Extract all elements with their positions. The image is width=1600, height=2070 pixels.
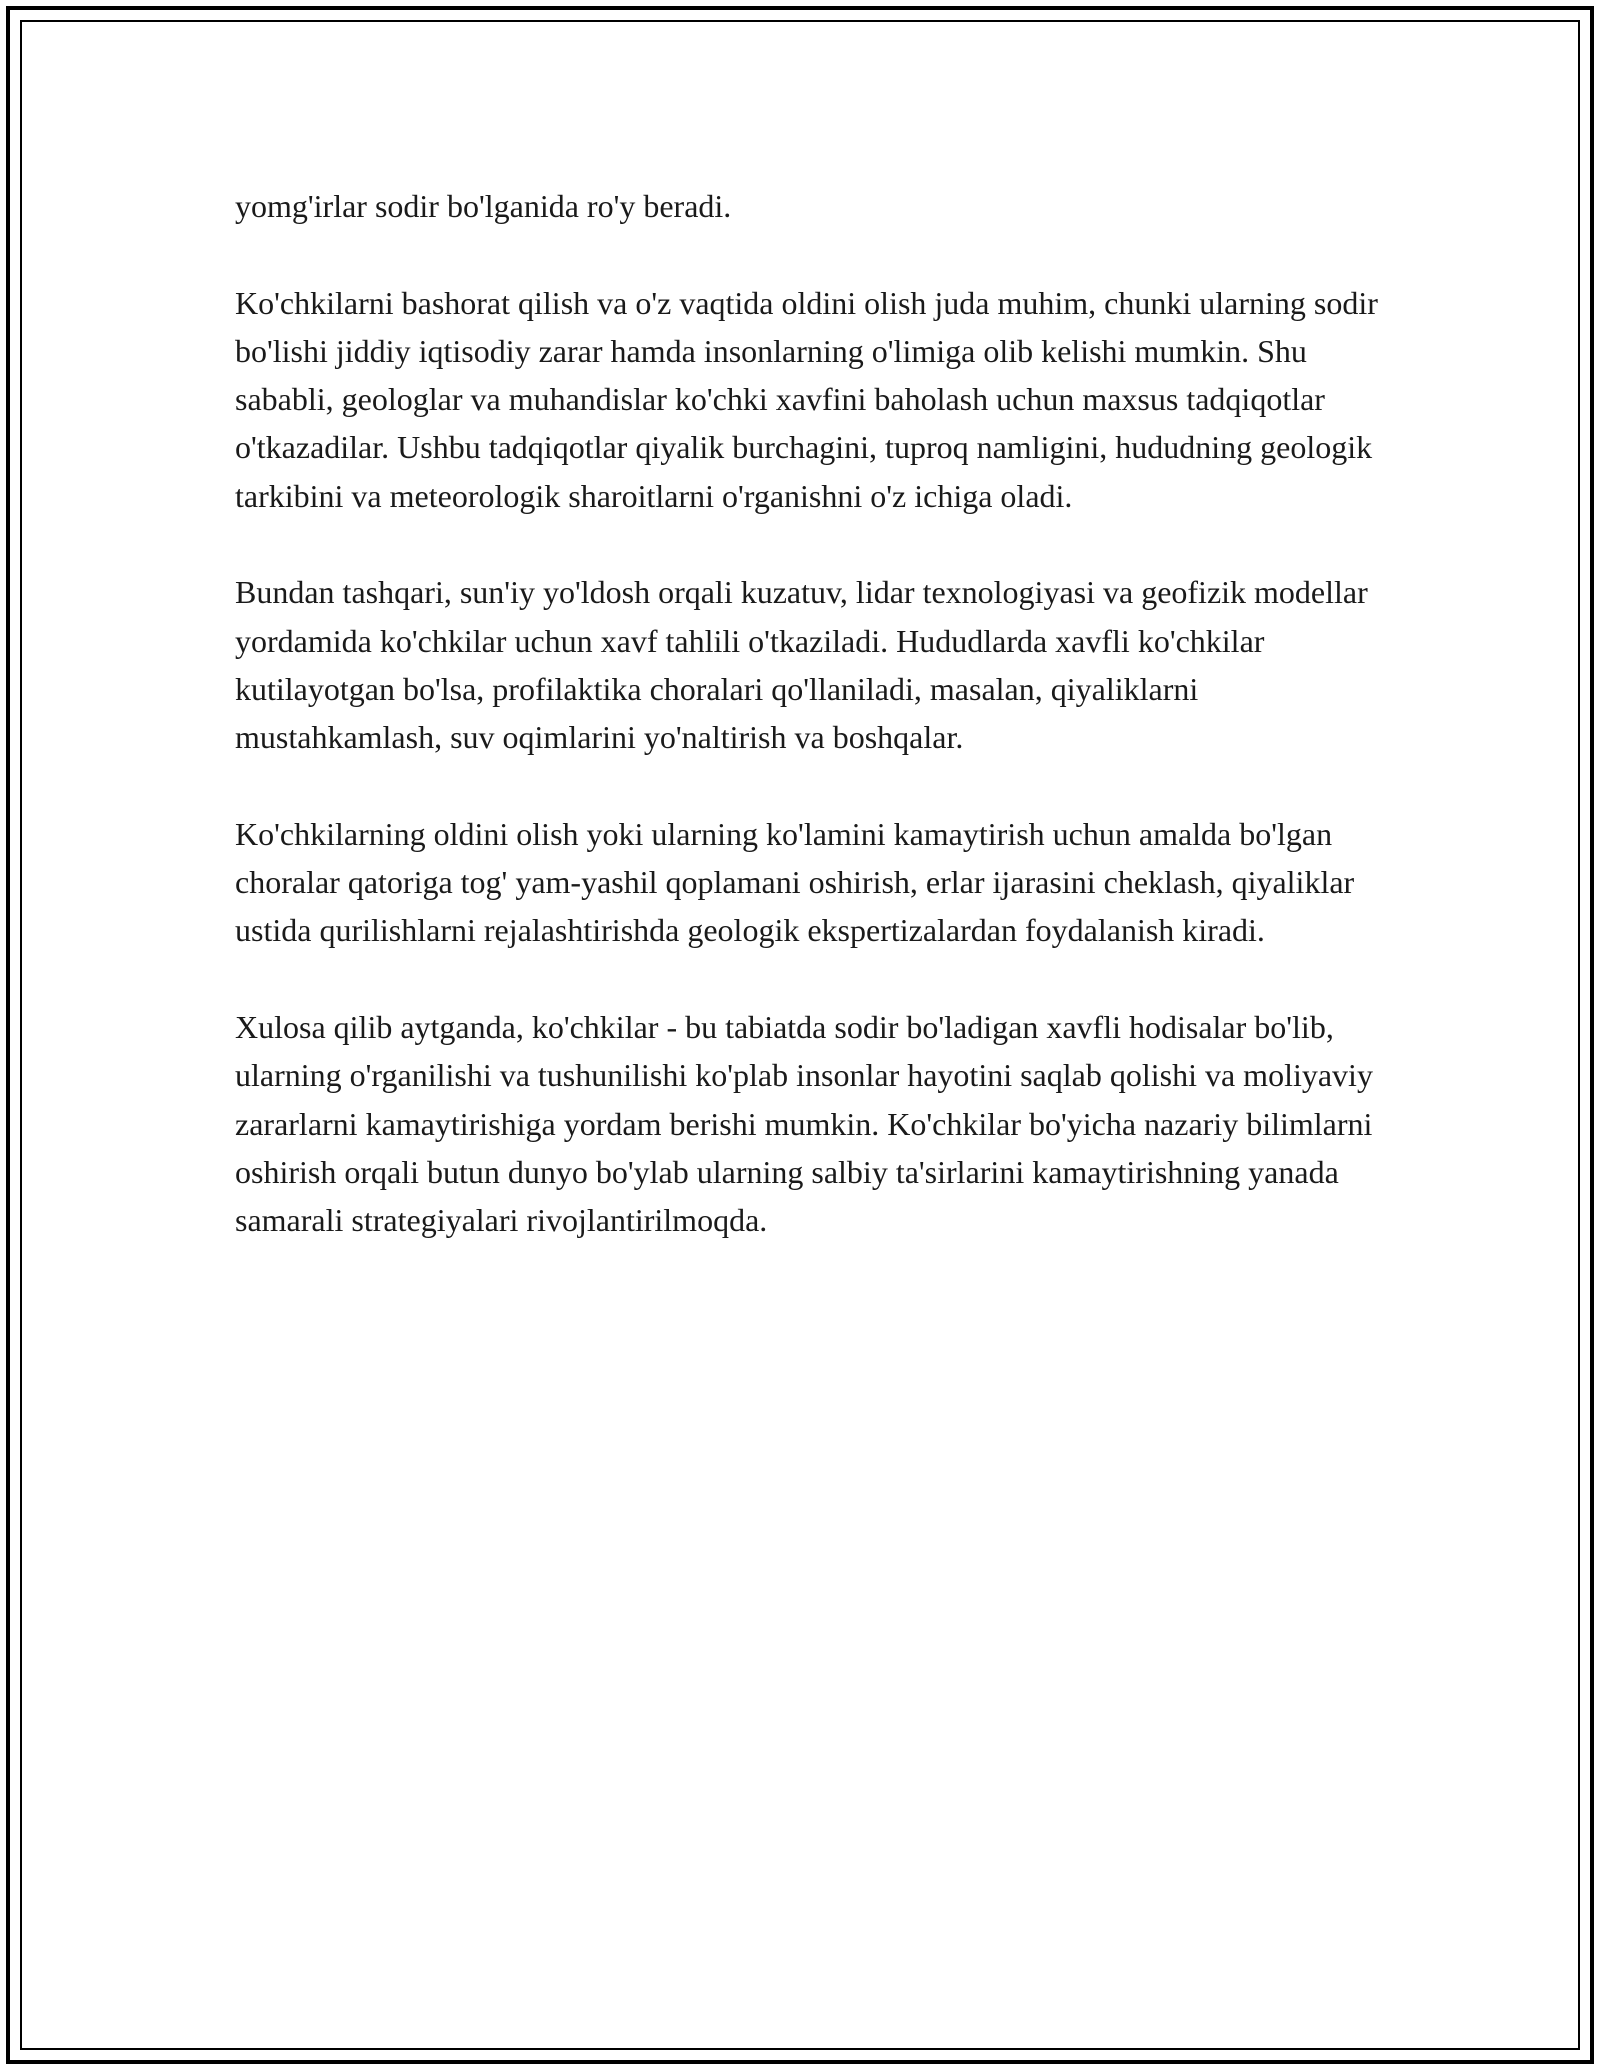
paragraph-4: Ko'chkilarning oldini olish yoki ularning ko'lamini kamaytirish uchun amalda bo'lgan choralar qatoriga tog' yam-yashil qoplamani oshirish, erlar ijarasini cheklash, qiyaliklar ustida qurilishlarni rejalashtirishda geologik ekspertizalardan foydalanish kiradi. xyxy=(235,815,1355,949)
paragraph-1: yomg'irlar sodir bo'lganida ro'y beradi. xyxy=(235,188,732,224)
paragraph-5: Xulosa qilib aytganda, ko'chkilar - bu tabiatda sodir bo'ladigan xavfli hodisalar bo'lib, ularning o'rganilishi va tushunilishi ko'plab insonlar hayotini saqlab qolishi va moliyaviy zararlarni kamaytirishiga yordam berishi mumkin. Ko'chkilar bo'yicha nazariy bilimlarni oshirish orqali butun dunyo bo'ylab ularning salbiy ta'sirlarini kamaytirishning yanada samarali strategiyalari rivojlantirilmoqda. xyxy=(235,1009,1373,1239)
document-body xyxy=(235,182,1385,1293)
paragraph-2: Ko'chkilarni bashorat qilish va o'z vaqtida oldini olish juda muhim, chunki ularning sodir bo'lishi jiddiy iqtisodiy zarar hamda insonlarning o'limiga olib kelishi mumkin. Shu sababli, geologlar va muhandislar ko'chki xavfini baholash uchun maxsus tadqiqotlar o'tkazadilar. Ushbu tadqiqotlar qiyalik burchagini, tuproq namligini, hududning geologik tarkibini va meteorologik sharoitlarni o'rganishni o'z ichiga oladi. xyxy=(235,284,1378,514)
paragraph-3: Bundan tashqari, sun'iy yo'ldosh orqali kuzatuv, lidar texnologiyasi va geofizik modellar yordamida ko'chkilar uchun xavf tahlili o'tkaziladi. Hududlarda xavfli ko'chkilar kutilayotgan bo'lsa, profilaktika choralari qo'llaniladi, masalan, qiyaliklarni mustahkamlash, suv oqimlarini yo'naltirish va boshqalar. xyxy=(235,574,1368,756)
